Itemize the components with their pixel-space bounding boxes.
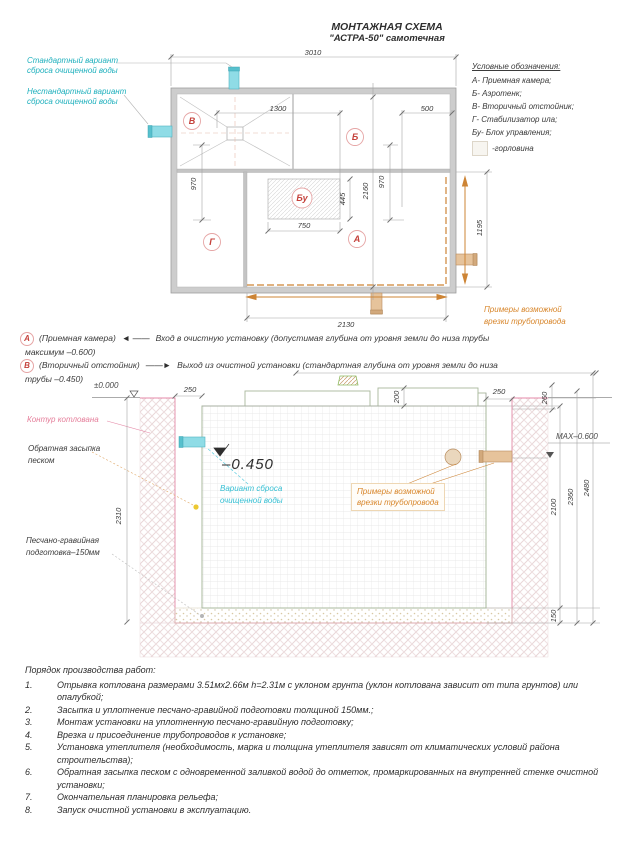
chamber-bu-label: Бу — [296, 193, 308, 203]
legend-item-g: Г- Стабилизатор ила; — [472, 115, 558, 124]
inlet-arrow-icon: ◄ —— — [121, 333, 150, 343]
dim-2160: 2160 — [361, 182, 370, 200]
section-tap-note-2: врезки трубопровода — [357, 498, 439, 507]
tap-pipe-cross-section — [445, 449, 461, 465]
dim-2310: 2310 — [114, 507, 123, 525]
chamber-a-label: А — [353, 234, 361, 244]
outlet-option-label-1: Вариант сброса — [220, 484, 283, 493]
work-item-8 — [25, 804, 613, 817]
work-order-heading: Порядок производства работ: — [25, 665, 156, 675]
note-b-text: Выход из очистной установки (стандартная глубина от уровня земли до низа — [177, 360, 498, 370]
drawing-title: МОНТАЖНАЯ СХЕМА — [331, 21, 443, 33]
work-item-4-num: 4. — [25, 729, 33, 740]
note-a-text2: максимум –0.600) — [25, 347, 96, 357]
dim-260: 260 — [540, 391, 549, 405]
dim-2130: 2130 — [337, 320, 355, 329]
bed-label-1: Песчано-гравийная — [26, 536, 100, 545]
work-item-4-text: Врезка и присоединение трубопроводов к установке; — [57, 729, 287, 740]
work-item-8-num: 8. — [25, 804, 33, 815]
section-inlet-pipe — [479, 451, 512, 463]
work-item-6-num: 6. — [25, 767, 33, 777]
work-item-5-num: 5. — [25, 742, 33, 752]
chamber-g-label: Г — [209, 237, 215, 247]
backfill-label-2: песком — [28, 456, 55, 465]
dim-2100: 2100 — [549, 498, 558, 516]
sand-gravel-bed — [175, 608, 512, 623]
work-item-1-text: Отрывка котлована размерами 3.51мх2.66м h=2.31м с уклоном грунта (уклон котлована зависит от типа грунтов) или опалубкой; — [57, 679, 579, 702]
note-b-marker: В — [20, 359, 34, 373]
dim-1195: 1195 — [475, 219, 484, 237]
section-outlet-pipe — [179, 437, 205, 448]
work-item-3 — [25, 716, 613, 729]
dim-750: 750 — [297, 221, 311, 230]
note-a-name: (Приемная камера) — [39, 333, 116, 343]
backfill-label-1: Обратная засыпка — [28, 444, 101, 453]
work-item-7-num: 7. — [25, 792, 33, 802]
legend-item-v: В- Вторичный отстойник; — [472, 102, 574, 111]
note-a-text: Вход в очистную установку (допустимая глубина от уровня земли до низа трубы — [155, 333, 490, 343]
work-item-7-text: Окончательная планировка рельефа; — [57, 792, 219, 802]
plan-tap-note-2: врезки трубопровода — [484, 317, 566, 326]
standard-discharge-label-2: сброса очищенной воды — [27, 66, 118, 75]
top-outlet-pipe — [229, 67, 240, 89]
work-item-3-text: Монтаж установки на уплотненную песчано-гравийную подготовку; — [57, 717, 354, 727]
work-item-4 — [25, 729, 613, 742]
dim-150: 150 — [549, 609, 558, 623]
work-item-5-text: Установка утеплителя (необходимость, марка и толщина утеплителя зависят от климатических условий района строительства); — [57, 742, 560, 765]
legend-gorlovina-label: -горловина — [492, 144, 534, 153]
dim-970-left: 970 — [189, 177, 198, 191]
dim-970-right: 970 — [377, 175, 386, 189]
nonstandard-discharge-label-1: Нестандартный вариант — [27, 87, 127, 96]
drawing-subtitle: "АСТРА-50" самотечная — [329, 33, 445, 44]
work-item-2-num: 2. — [25, 704, 33, 715]
chamber-v-label: В — [188, 116, 196, 126]
note-b-text2: трубы –0.450) — [25, 374, 84, 384]
dim-500: 500 — [420, 104, 434, 113]
vent-cover — [338, 376, 358, 385]
dim-gap-left-250: 250 — [183, 385, 197, 394]
right-inlet-pipe — [456, 254, 477, 266]
dim-2480: 2480 — [582, 479, 591, 497]
work-item-2-text: Засыпка и уплотнение песчано-гравийной подготовки толщиной 150мм.; — [57, 704, 374, 715]
note-b-name: (Вторичный отстойник) — [39, 360, 140, 370]
work-item-6-text: Обратная засыпка песком с одновременной заливкой водой до отметок, промаркированных на внутренней стенке очистной установки; — [57, 767, 599, 790]
legend — [472, 62, 574, 156]
outlet-arrow-icon: ——► — [145, 360, 172, 370]
work-item-1 — [25, 679, 613, 704]
work-item-7 — [25, 791, 613, 804]
outlet-option-label-2: очищенной воды — [220, 496, 283, 505]
bottom-inlet-pipe — [371, 293, 383, 314]
note-a-marker: А — [20, 332, 34, 346]
note-a-row — [20, 332, 489, 346]
legend-item-bu: Бу- Блок управления; — [472, 128, 552, 137]
dim-2360: 2360 — [566, 488, 575, 506]
section-tap-note — [351, 483, 445, 511]
section-tap-note-1: Примеры возможной — [357, 487, 435, 496]
nonstandard-discharge-label-2: сброса очищенной воды — [27, 97, 118, 106]
gorlovina-icon — [472, 141, 488, 156]
work-item-8-text: Запуск очистной установки в эксплуатацию. — [57, 804, 252, 815]
section-view — [92, 371, 612, 658]
note-b-row — [20, 359, 498, 373]
legend-gorlovina-row — [472, 141, 574, 156]
legend-item-b: Б- Аэротенк; — [472, 89, 522, 98]
standard-discharge-label-1: Стандартный вариант — [27, 56, 119, 65]
mark-max-depth: МАХ–0.600 — [556, 432, 598, 441]
dim-3010: 3010 — [304, 48, 322, 57]
work-item-1-num: 1. — [25, 679, 33, 690]
pit-contour-label: Контур котлована — [27, 415, 99, 424]
bed-label-2: подготовка–150мм — [26, 548, 100, 557]
mark-zero-level: ±0.000 — [94, 381, 119, 390]
work-order-list — [25, 664, 613, 816]
plan-tap-note-1: Примеры возможной — [484, 305, 562, 314]
work-item-2 — [25, 704, 613, 717]
legend-heading: Условные обозначения: — [472, 62, 561, 71]
dim-445: 445 — [338, 192, 347, 206]
chamber-b-label: Б — [351, 132, 359, 142]
legend-item-a: А- Приемная камера; — [472, 76, 552, 85]
dim-gap-right-250: 250 — [492, 387, 506, 396]
dim-1300: 1300 — [269, 104, 287, 113]
depth-mark-0450: –0.450 — [222, 456, 274, 473]
work-item-6 — [25, 766, 613, 791]
plan-view — [116, 48, 492, 329]
work-item-3-num: 3. — [25, 717, 33, 727]
dim-200: 200 — [392, 390, 401, 404]
left-outlet-pipe — [148, 126, 172, 138]
work-item-5 — [25, 741, 613, 766]
